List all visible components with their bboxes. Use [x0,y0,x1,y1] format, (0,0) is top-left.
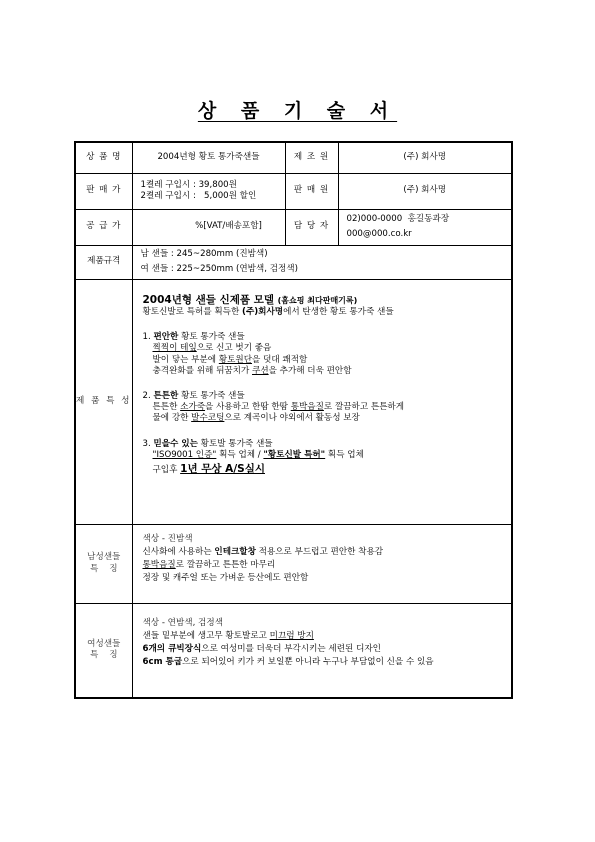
item3-l2b: 1년 무상 A/S실시 [180,462,265,475]
female-l2a: 샌들 밑부분에 생고무 황토발로고 [142,630,270,641]
spec-line-1: 남 샌들 : 245~280mm (진밤색) [140,249,268,260]
price-value [132,173,285,209]
item2-heading [143,391,502,402]
seller-label: 판 매 원 [285,173,338,209]
item2-l1d: 통박음질 [290,402,324,413]
intro-text-c: 에서 탄생한 황토 통가죽 샌들 [283,307,394,318]
item1-line-1 [143,343,502,354]
item1-l2a: 발이 닿는 부분에 [152,354,219,365]
male-line-2 [143,547,502,558]
item1-l2c: 을 덧대 쾌적함 [252,354,308,365]
contact-value [338,209,512,245]
row-spec [75,245,512,279]
product-name-value: 2004년형 황토 통가죽샌들 [132,142,285,173]
item3-l1d: 획득 업체 [325,449,364,460]
item3-bold: 믿을수 있는 [153,438,198,449]
product-name-label: 상 품 명 [75,142,132,173]
features-heading-note: (홈쇼핑 최다판매기록) [277,295,358,305]
contact-phone: 02)000-0000 홍길동과장 [346,213,450,224]
spec-line-2: 여 샌들 : 225~250mm (연밤색, 검정색) [140,263,298,274]
female-l3a: 6개의 큐빅장식 [142,643,202,654]
item1-rest: 황토 통가죽 샌들 [178,332,245,343]
male-label [75,524,132,603]
item3-num: 3. [142,438,154,449]
male-line-3 [143,560,502,571]
row-male [75,524,512,603]
male-l2c: 적용으로 부드럽고 편안한 착용감 [255,546,384,557]
supply-price-label: 공 급 가 [75,209,132,245]
intro-text-a: 황토신발로 특허를 획득한 [142,307,243,318]
male-body [132,524,512,603]
female-l4a: 6cm 통굽 [142,657,183,668]
row-female [75,603,512,698]
male-l3a: 통박음질 [142,559,176,570]
item3-l1c: "황토신발 특허" [263,449,326,460]
item3-rest: 황토발 통가죽 샌들 [197,438,273,449]
price-label: 판 매 가 [75,173,132,209]
item2-bold: 튼튼한 [153,391,179,401]
item1-heading [143,332,502,343]
item1-l1b: 으로 신고 벗기 좋음 [196,343,272,354]
item3-heading [143,439,502,450]
item3-l1b: 획득 업체 / [216,449,264,460]
item1-l1a: 찍찍이 테잎 [152,343,197,354]
female-line-3 [143,644,502,655]
item1-line-2 [143,355,502,366]
document-title: 상 품 기 술 서 [197,100,398,122]
male-l2b: 인테크할창 [214,546,256,557]
features-heading [143,294,502,308]
item2-l1b: 소가죽 [180,402,206,413]
item1-line-3 [143,366,502,377]
item3-line-2 [143,463,502,477]
item2-l2b: 발수코팅 [191,413,225,424]
price-line-2: 2켤레 구입시 : 5,000원 할인 [140,191,257,201]
row-price [75,173,512,209]
item2-l1c: 을 사용하고 한땀 한땀 [205,402,291,413]
male-l2a: 신사화에 사용하는 [142,546,215,557]
male-label-2: 특 징 [89,563,118,574]
female-line-4 [143,657,502,668]
item2-l1e: 로 깔끔하고 튼튼하게 [323,402,405,413]
item1-l3a: 충격완화를 위해 뒤꿈치가 [152,365,253,376]
item2-l1a: 튼튼한 [152,402,181,413]
item3-l1a: "ISO9001 인증" [152,449,217,460]
item2-l2c: 으로 계곡이나 야외에서 활동성 보장 [224,413,360,424]
female-label-2: 특 징 [89,650,118,661]
female-label-1: 여성샌들 [87,639,121,650]
features-heading-main: 2004년형 샌들 신제품 모델 [142,293,274,306]
male-line-1: 색상 - 진밤색 [142,533,193,544]
item1-l2b: 황토원단 [218,354,253,365]
female-l4b: 으로 되어있어 키가 커 보일뿐 아니라 누구나 부담없이 신을 수 있음 [182,657,434,668]
item3-line-1 [143,450,502,461]
row-features [75,279,512,524]
seller-value: (주) 회사명 [338,173,512,209]
price-line-1: 1켤레 구입시 : 39,800원 [140,179,237,190]
item2-line-2 [143,413,502,424]
male-l3b: 로 깔끔하고 튼튼한 마무리 [175,559,276,570]
item2-num: 2. [142,391,154,401]
female-l2b: 미끄럼 방지 [269,630,314,641]
features-body [132,279,512,524]
features-intro [143,307,502,318]
item3-l2a: 구입후 [152,464,181,475]
female-label [75,603,132,698]
item2-line-1 [143,402,502,413]
row-product-name [75,142,512,173]
item2-rest: 황토 통가죽 샌들 [178,391,245,401]
female-body [132,603,512,698]
item2-l2a: 물에 강한 [152,413,192,424]
intro-company: (주)회사명 [242,307,284,318]
contact-email: 000@000.co.kr [346,229,412,239]
male-line-4: 정장 및 캐주얼 또는 가벼운 등산에도 편안함 [142,573,309,584]
features-label: 제 품 특 성 [75,279,132,524]
spec-table [74,141,513,699]
supply-price-value: %[VAT/배송포함] [132,209,285,245]
female-l3b: 으로 여성미를 더욱더 부각시키는 세련된 디자인 [201,643,381,654]
item1-l3b: 쿠션 [252,365,269,376]
female-line-2 [143,631,502,642]
female-line-1: 색상 - 연밤색, 검정색 [142,617,223,628]
manufacturer-value: (주) 회사명 [338,142,512,173]
spec-value [132,245,512,279]
male-label-1: 남성샌들 [87,552,121,563]
item1-bold: 편안한 [153,332,179,343]
row-supply [75,209,512,245]
item1-num: 1. [142,332,154,343]
contact-label: 담 당 자 [285,209,338,245]
spec-label: 제품규격 [75,245,132,279]
item1-l3c: 을 추가해 더욱 편안함 [268,365,352,376]
manufacturer-label: 제 조 원 [285,142,338,173]
